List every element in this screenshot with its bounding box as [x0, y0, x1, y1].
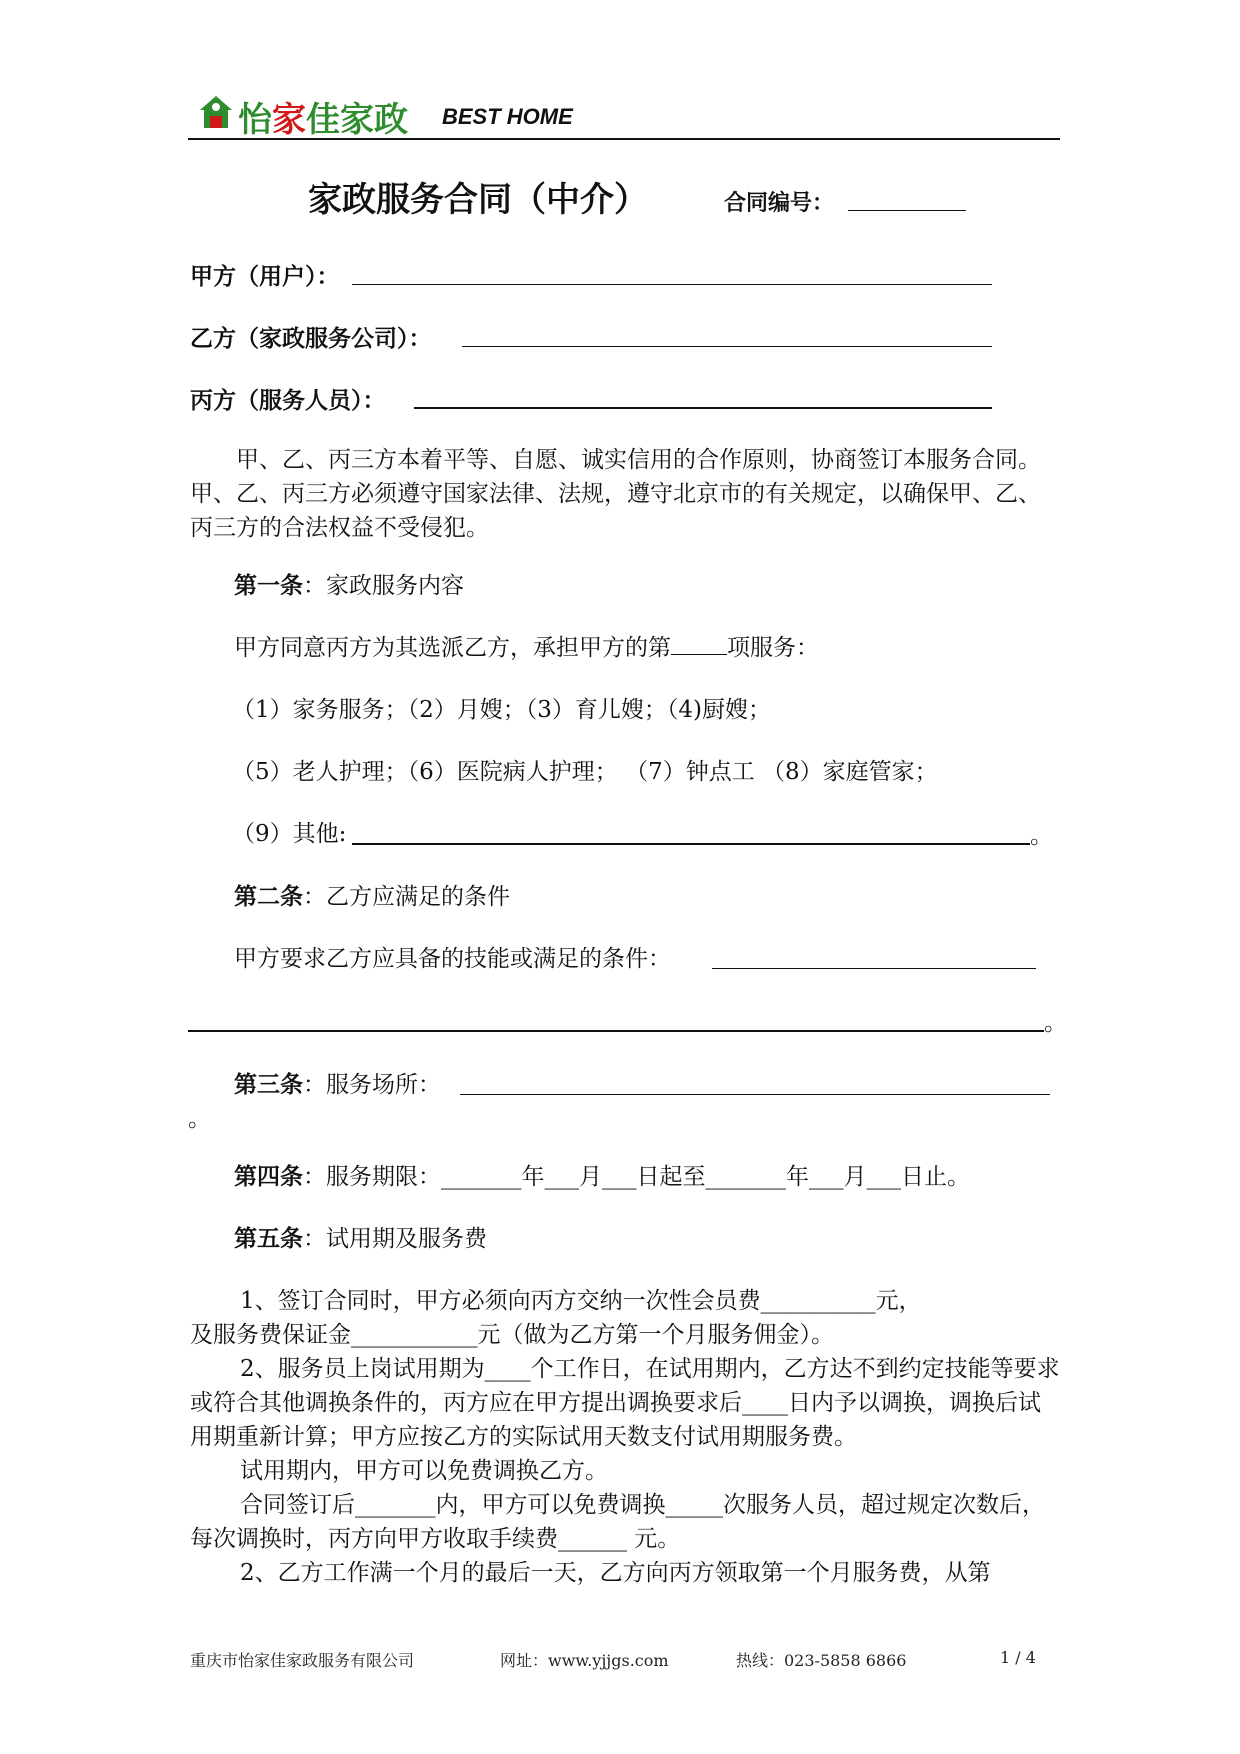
- party-a-label: 甲方（用户）：: [190, 264, 340, 290]
- party-c-field[interactable]: [414, 407, 992, 409]
- article-5-p1b: 及服务费保证金___________元（做为乙方第一个月服务佣金）。: [190, 1322, 834, 1348]
- logo-text-rest: 佳家政: [306, 100, 408, 140]
- logo-english: BEST HOME: [442, 104, 573, 129]
- article-3-label: 第三条: [234, 1072, 303, 1098]
- logo-char-red: 家: [272, 100, 306, 140]
- conditions-field-2[interactable]: [188, 1030, 1044, 1032]
- service-location-field[interactable]: [460, 1094, 1050, 1095]
- party-b-field[interactable]: [462, 346, 992, 347]
- house-icon: [198, 94, 234, 132]
- contract-number-field[interactable]: [848, 210, 966, 211]
- conditions-field-1[interactable]: [712, 968, 1036, 969]
- article-5-p3: 试用期内，甲方可以免费调换乙方。: [240, 1458, 608, 1484]
- article-5-label: 第五条: [234, 1226, 303, 1252]
- footer-company: 重庆市怡家佳家政服务有限公司: [190, 1651, 415, 1670]
- footer-hotline: 热线：023-5858 6866: [736, 1651, 907, 1670]
- article-3-heading: [234, 1068, 441, 1102]
- article-3-title: ：服务场所：: [303, 1072, 441, 1098]
- party-a-field[interactable]: [352, 284, 992, 285]
- header-rule: [188, 138, 1060, 140]
- logo-char-green: 怡: [238, 100, 272, 140]
- article-1-text-a: 甲方同意丙方为其选派乙方，承担甲方的第: [234, 635, 671, 661]
- footer-page-number: 1 / 4: [1000, 1648, 1036, 1667]
- other-service-field[interactable]: [352, 843, 1030, 845]
- article-2-title: ：乙方应满足的条件: [303, 884, 510, 910]
- article-4-line: [234, 1160, 970, 1194]
- article-1-end: 。: [1030, 823, 1053, 849]
- article-4-text: ：服务期限：_______年___月___日起至_______年___月___日止。: [303, 1164, 970, 1190]
- article-5-p2: 2、服务员上岗试用期为____个工作日，在试用期内，乙方达不到约定技能等要求或符合其他调换条件的，丙方应在甲方提出调换要求后____日内予以调换，调换后试用期重新计算；甲方应按乙方的实际试用天数支付试用期服务费。: [190, 1356, 1060, 1450]
- article-1-heading: [234, 569, 464, 603]
- article-2-line: 甲方要求乙方应具备的技能或满足的条件：: [234, 946, 671, 972]
- article-5-p5: 2、乙方工作满一个月的最后一天，乙方向丙方领取第一个月服务费，从第: [240, 1560, 991, 1586]
- article-5-p4: 合同签订后_______内，甲方可以免费调换_____次服务人员，超过规定次数后，每次调换时，丙方向甲方收取手续费______ 元。: [190, 1492, 1045, 1552]
- article-1-title: ：家政服务内容: [303, 573, 464, 599]
- article-4-label: 第四条: [234, 1164, 303, 1190]
- contract-number-label: 合同编号：: [724, 191, 835, 216]
- intro-paragraph: 甲、乙、丙三方本着平等、自愿、诚实信用的合作原则，协商签订本服务合同。甲、乙、丙三方必须遵守国家法律、法规，遵守北京市的有关规定，以确保甲、乙、丙三方的合法权益不受侵犯。: [190, 447, 1041, 541]
- article-1-label: 第一条: [234, 573, 303, 599]
- page-title: 家政服务合同（中介）: [308, 180, 648, 220]
- article-5-title: ：试用期及服务费: [303, 1226, 487, 1252]
- article-2-heading: [234, 880, 510, 914]
- article-5-p1a: 1、签订合同时，甲方必须向丙方交纳一次性会员费__________元，: [240, 1288, 922, 1314]
- article-1-line: [234, 631, 819, 665]
- service-item-field[interactable]: [671, 632, 727, 655]
- article-3-end: 。: [188, 1106, 211, 1132]
- article-2-end: 。: [1044, 1010, 1067, 1036]
- article-1-text-b: 项服务：: [727, 635, 819, 661]
- service-options-2: （5）老人护理；（6）医院病人护理； （7）钟点工 （8）家庭管家；: [232, 759, 938, 785]
- service-options-1: （1）家务服务；（2）月嫂；（3）育儿嫂；（4)厨嫂；: [232, 697, 772, 723]
- article-5-heading: [234, 1222, 487, 1256]
- party-c-label: 丙方（服务人员）：: [190, 388, 386, 414]
- footer-website: 网址：www.yjjgs.com: [500, 1651, 669, 1670]
- party-b-label: 乙方（家政服务公司）：: [190, 326, 432, 352]
- article-2-label: 第二条: [234, 884, 303, 910]
- service-options-3: （9）其他:: [232, 821, 347, 847]
